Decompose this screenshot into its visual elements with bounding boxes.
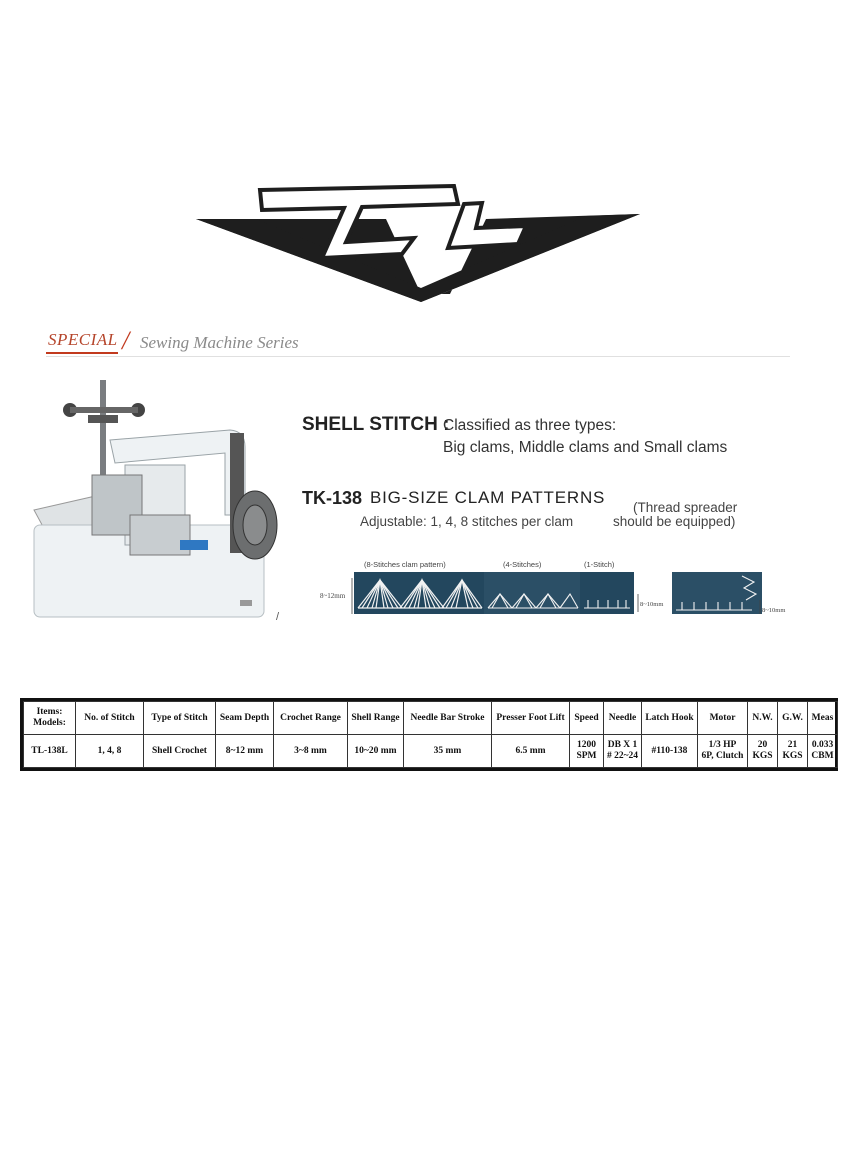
table-header: N.W. [748, 702, 778, 735]
table-cell-type: Shell Crochet [144, 735, 216, 768]
series-special-label: SPECIAL [48, 330, 118, 349]
table-row [24, 735, 838, 768]
table-cell-model: TL-138L [24, 735, 76, 768]
shell-stitch-desc-line2: Big clams, Middle clams and Small clams [443, 439, 728, 456]
table-cell-speed: 1200 SPM [570, 735, 604, 768]
adjustable-text: Adjustable: 1, 4, 8 stitches per clam [360, 514, 574, 529]
table-cell-stitch: 1, 4, 8 [76, 735, 144, 768]
table-cell-needle: DB X 1 # 22~24 [604, 735, 642, 768]
series-header [46, 326, 790, 358]
table-cell-latch: #110-138 [642, 735, 698, 768]
sample-dim-mid: 8~10mm [640, 601, 664, 608]
series-title: Sewing Machine Series [140, 333, 299, 352]
thread-spreader-note-line1: (Thread spreader [633, 500, 738, 515]
table-cell-seam: 8~12 mm [216, 735, 274, 768]
specification-table [20, 698, 838, 771]
stitch-samples-image [312, 556, 792, 626]
table-header: No. of Stitch [76, 702, 144, 735]
sample-label-4-stitches: (4-Stitches) [503, 560, 542, 569]
table-header: Shell Range [348, 702, 404, 735]
table-header: Type of Stitch [144, 702, 216, 735]
sample-label-8-stitches: (8-Stitches clam pattern) [364, 560, 446, 569]
table-cell-lift: 6.5 mm [492, 735, 570, 768]
table-header: Speed [570, 702, 604, 735]
header-divider [46, 356, 790, 357]
table-cell-stroke: 35 mm [404, 735, 492, 768]
table-header: Needle Bar Stroke [404, 702, 492, 735]
table-header: Motor [698, 702, 748, 735]
pattern-title: BIG-SIZE CLAM PATTERNS [370, 488, 606, 507]
table-header-row [24, 702, 838, 735]
table-cell-gw: 21 KGS [778, 735, 808, 768]
shell-stitch-desc-line1: Classified as three types: [443, 417, 617, 434]
table-header: Latch Hook [642, 702, 698, 735]
table-header-items-models: Items: Models: [24, 702, 76, 735]
sample-dim-right: 8~10mm [762, 607, 786, 614]
series-slash: / [122, 326, 130, 355]
series-underline [46, 352, 118, 354]
table-header: Needle [604, 702, 642, 735]
sample-dim-left: 8~12mm [320, 592, 346, 600]
table-header: G.W. [778, 702, 808, 735]
model-number: TK-138 [302, 488, 363, 508]
table-cell-shell: 10~20 mm [348, 735, 404, 768]
table-header: Crochet Range [274, 702, 348, 735]
table-cell-crochet: 3~8 mm [274, 735, 348, 768]
tl-logo [196, 184, 640, 302]
stray-mark: / [276, 611, 280, 623]
table-header: Seam Depth [216, 702, 274, 735]
table-cell-motor: 1/3 HP 6P, Clutch [698, 735, 748, 768]
table-header: Presser Foot Lift [492, 702, 570, 735]
table-cell-meas: 0.033 CBM [808, 735, 838, 768]
sewing-machine-image [30, 375, 282, 623]
table-cell-nw: 20 KGS [748, 735, 778, 768]
thread-spreader-note-line2: should be equipped) [613, 514, 736, 529]
sample-label-1-stitch: (1-Stitch) [584, 560, 615, 569]
shell-stitch-title: SHELL STITCH : [302, 414, 450, 435]
table-header: Meas [808, 702, 838, 735]
sample-fabric-edge [672, 572, 762, 614]
